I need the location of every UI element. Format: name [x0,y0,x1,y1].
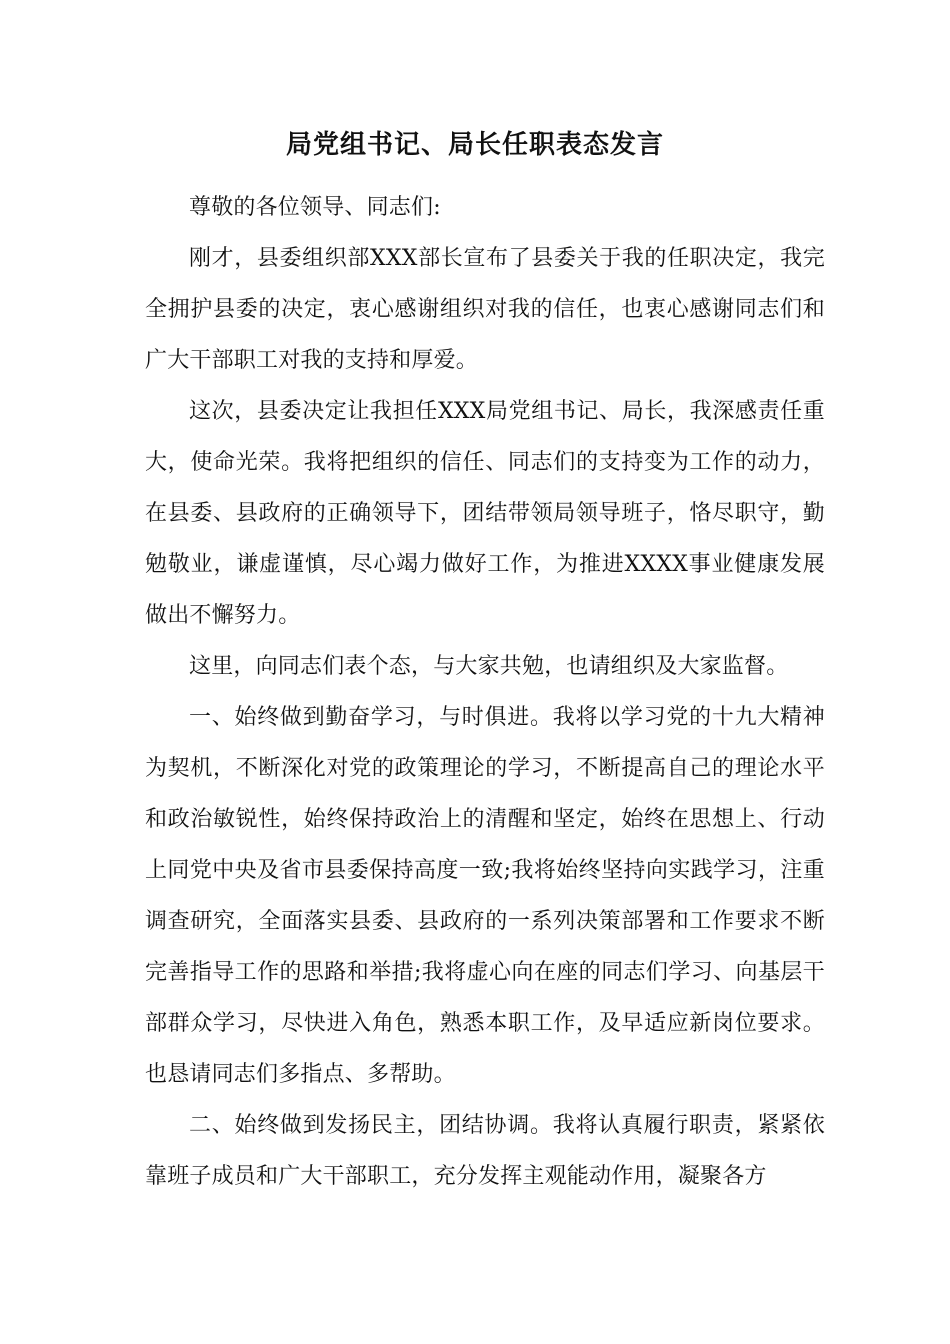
salutation-paragraph: 尊敬的各位领导、同志们: [189,195,441,220]
document-body [145,182,825,1202]
body-paragraph-2: 这次，县委决定让我担任XXX局党组书记、局长，我深感责任重大，使命光荣。我将把组织的信任、同志们的支持变为工作的动力，在县委、县政府的正确领导下，团结带领局领导班子，恪尽职守，勤勉敬业，谦虚谨慎，尽心竭力做好工作，为推进XXXX事业健康发展做出不懈努力。 [145,399,825,628]
body-paragraph-3: 这里，向同志们表个态，与大家共勉，也请组织及大家监督。 [189,654,789,679]
document-title: 局党组书记、局长任职表态发言 [285,130,664,160]
body-paragraph-4: 一、始终做到勤奋学习，与时俱进。我将以学习党的十九大精神为契机，不断深化对党的政策理论的学习，不断提高自己的理论水平和政治敏锐性，始终保持政治上的清醒和坚定，始终在思想上、行动上同党中央及省市县委保持高度一致;我将始终坚持向实践学习，注重调查研究，全面落实县委、县政府的一系列决策部署和工作要求不断完善指导工作的思路和举措;我将虚心向在座的同志们学习、向基层干部群众学习，尽快进入角色，熟悉本职工作，及早适应新岗位要求。也恳请同志们多指点、多帮助。 [145,705,825,1087]
body-paragraph-1: 刚才，县委组织部XXX部长宣布了县委关于我的任职决定，我完全拥护县委的决定，衷心感谢组织对我的信任，也衷心感谢同志们和广大干部职工对我的支持和厚爱。 [145,246,825,373]
body-paragraph-5: 二、始终做到发扬民主，团结协调。我将认真履行职责，紧紧依靠班子成员和广大干部职工，充分发挥主观能动作用，凝聚各方 [145,1113,825,1189]
